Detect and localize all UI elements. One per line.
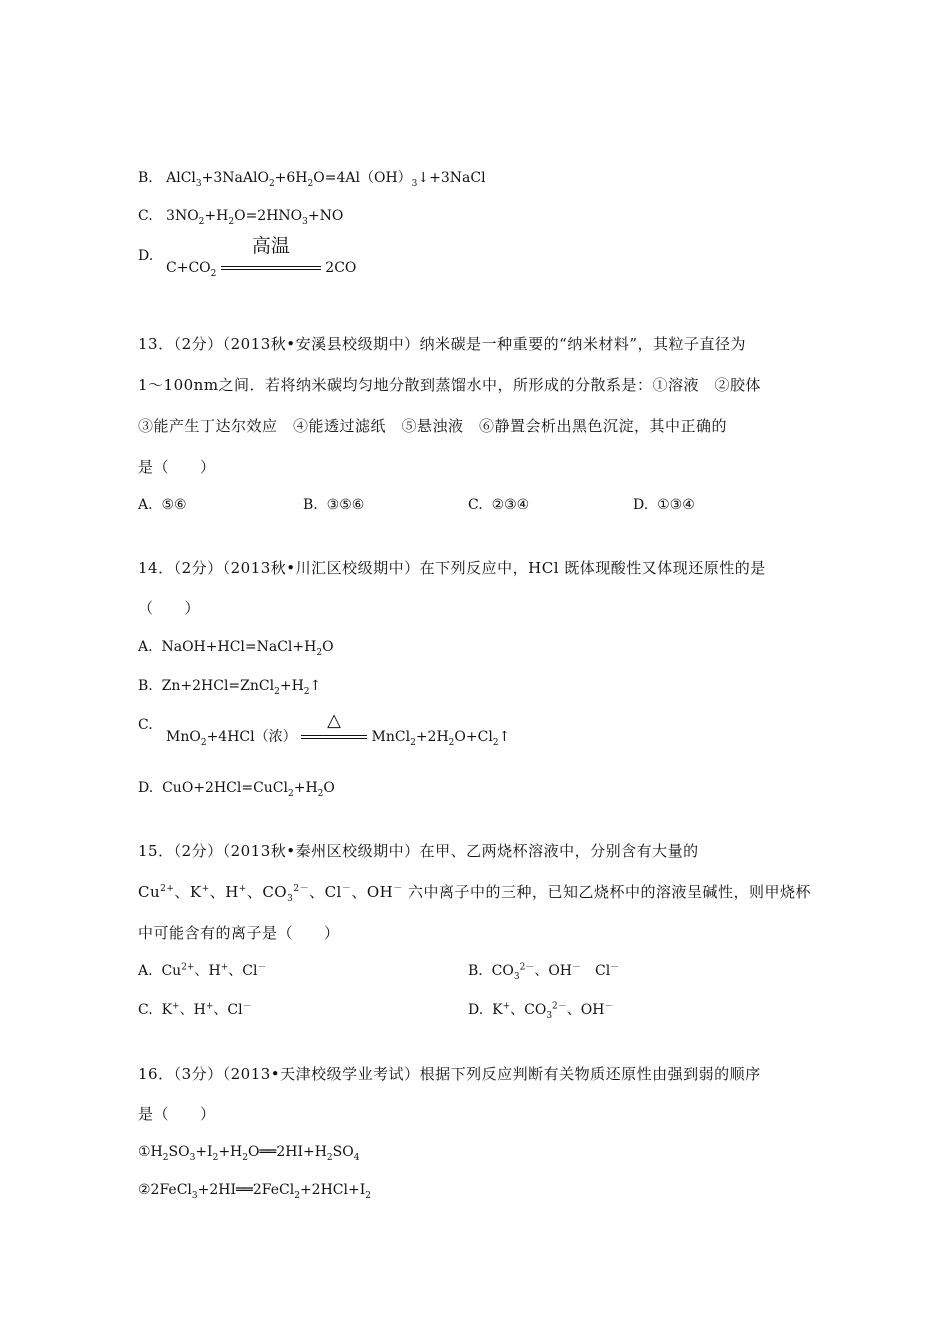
q15-option-d: D. K+、$CO_3^{2-}$、OH－: [468, 1001, 614, 1021]
q15-option-b: B. $CO_3^{2-}$、OH－ Cl－: [468, 962, 620, 982]
q12-option-c: C. $3NO_2+H_2O=2HNO_3+NO$: [138, 208, 344, 227]
q15-option-a: A. $Cu^{2+}$、H+、Cl－: [138, 962, 267, 979]
q14-option-c-equation: MnO$_2$+4HCl（浓） △ $MnCl_2+2H_2O+Cl_2↑$: [166, 710, 511, 748]
q14-option-b: B. $Zn+2HCl=ZnCl_2+H_2↑$: [138, 678, 322, 697]
q12-option-b: B. $AlCl_3+3NaAlO_2+6H_2O=4Al(OH)_3↓+3NaCl$: [138, 170, 486, 189]
q16-stem-line1: 16．（3分）（2013•天津校级学业考试）根据下列反应判断有关物质还原性由强到弱的顺序: [138, 1065, 761, 1083]
q13-option-a: A. ⑤⑥: [138, 497, 187, 513]
q14-option-d: D. $CuO+2HCl=CuCl_2+H_2O$: [138, 780, 335, 799]
q14-option-a: A. $NaOH+HCl=NaCl+H_2O$: [138, 639, 334, 658]
heating-triangle-icon: △: [327, 710, 341, 731]
q12-option-b-equation: $AlCl_3+3NaAlO_2+6H_2O=4Al(OH)_3↓+3NaCl$: [166, 170, 486, 189]
q15-option-c: C. K+、H+、Cl－: [138, 1001, 252, 1018]
q12-option-d-label: D.: [138, 248, 154, 264]
q15-stem-line2: $Cu^{2+}$、K+、H+、$CO_3^{2-}$、Cl－、OH－ 六中离子中的三种，已知乙烧杯中的溶液呈碱性，则甲烧杯: [138, 883, 812, 904]
q16-reaction-2: $②2FeCl_3+2HI══2FeCl_2+2HCl+I_2$: [138, 1182, 371, 1201]
q13-option-b: B. ③⑤⑥: [303, 497, 365, 513]
q14-option-c-label: C.: [138, 717, 153, 733]
q16-reaction-1: $①H_2SO_3+I_2+H_2O══2HI+H_2SO_4$: [138, 1144, 360, 1163]
reaction-condition-sign: [301, 710, 367, 747]
q13-stem-line4: 是（ ）: [138, 458, 216, 476]
q13-stem-line2: 1～100nm之间．若将纳米碳均匀地分散到蒸馏水中，所形成的分散系是：①溶液 ②胶体: [138, 376, 762, 394]
q13-option-c: C. ②③④: [468, 497, 530, 513]
q13-stem-line1: 13．（2分）（2013秋•安溪县校级期中）纳米碳是一种重要的“纳米材料”，其粒子直径为: [138, 335, 746, 353]
q12-option-c-equation: $3NO_2+H_2O=2HNO_3+NO$: [166, 208, 344, 227]
q14-stem-line2: （ ）: [138, 599, 201, 617]
q15-stem-line1: 15．（2分）（2013秋•秦州区校级期中）在甲、乙两烧杯溶液中，分别含有大量的: [138, 842, 699, 860]
q14-stem-line1: 14．（2分）（2013秋•川汇区校级期中）在下列反应中，HCl 既体现酸性又体现还原性的是: [138, 559, 766, 577]
q15-stem-line3: 中可能含有的离子是（ ）: [138, 924, 340, 942]
q13-option-d: D. ①③④: [633, 497, 695, 513]
q12-option-d-equation: $C+CO_2$ 高温 2CO: [166, 235, 357, 279]
q13-stem-line3: ③能产生丁达尔效应 ④能透过滤纸 ⑤悬浊液 ⑥静置会析出黑色沉淀，其中正确的: [138, 417, 728, 435]
q16-stem-line2: 是（ ）: [138, 1105, 216, 1123]
condition-high-temp: 高温: [251, 235, 290, 257]
